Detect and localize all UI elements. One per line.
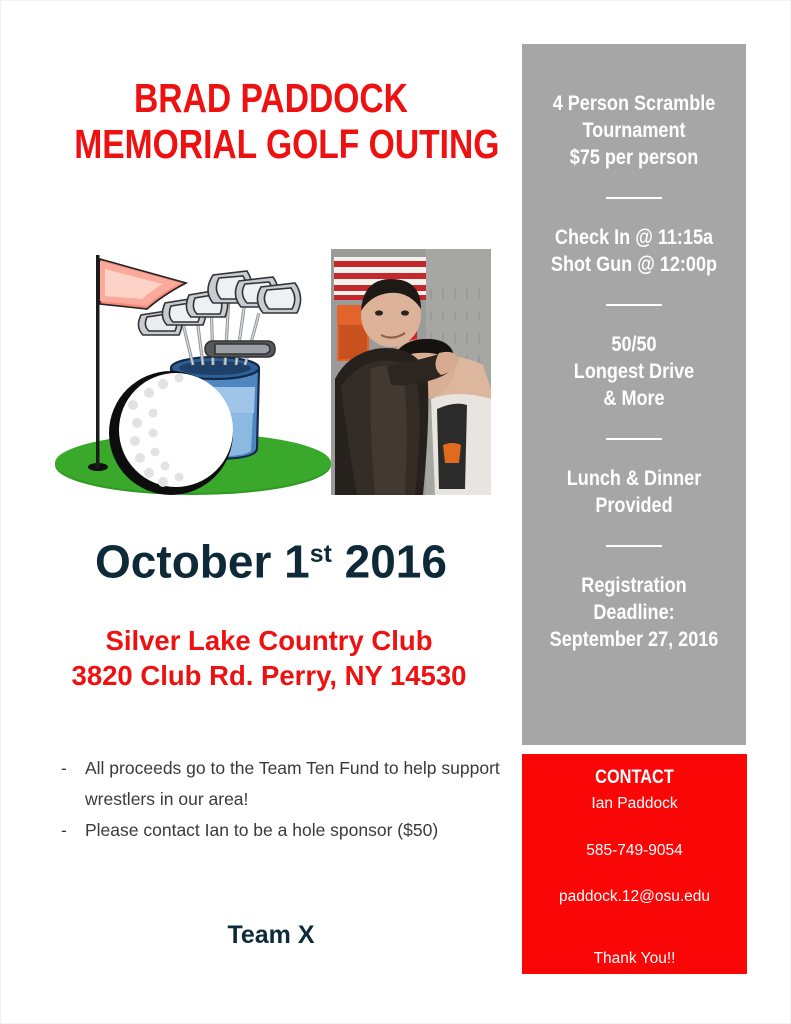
list-item [61,753,521,815]
contact-phone[interactable]: 585-749-9054 [586,842,683,859]
golf-clipart [43,237,333,497]
bullet-dash-icon: - [61,758,67,778]
event-date [31,529,511,587]
team-label: Team X [227,921,315,949]
contact-box [522,754,747,974]
bullet-text: Please contact Ian to be a hole sponsor ($50) [85,820,439,840]
sidebar-line: Provided [595,494,673,517]
date-month-day: October 1 [95,535,310,588]
proceeds-notes [61,753,521,846]
date-ordinal: st [309,541,332,568]
sidebar-line: Shot Gun @ 12:00p [550,253,718,276]
sidebar-line: 50/50 [611,333,657,356]
venue-address [21,623,517,693]
title-line-1: BRAD PADDOCK [134,75,408,121]
sidebar-divider [606,197,662,199]
contact-name: Ian Paddock [591,795,678,812]
title-line-2: MEMORIAL GOLF OUTING [74,121,500,167]
venue-name: Silver Lake Country Club [105,625,433,656]
sidebar-group-contests [522,331,746,412]
contact-heading: CONTACT [595,767,674,788]
sidebar-line: Deadline: [593,601,675,624]
venue-street: 3820 Club Rd. Perry, NY 14530 [71,660,467,691]
sidebar-line: Lunch & Dinner [566,467,702,490]
sidebar-group-registration [522,572,746,653]
sidebar-line: Check In @ 11:15a [554,226,714,249]
wrestling-photo [331,249,491,495]
flyer-title [31,75,511,167]
sidebar-divider [606,304,662,306]
sidebar-line: 4 Person Scramble [552,92,716,115]
contact-email[interactable]: paddock.12@osu.edu [558,888,711,905]
sidebar-group-meals [522,465,746,519]
contact-thanks: Thank You!! [593,950,676,967]
sidebar-divider [606,438,662,440]
list-item [61,815,521,846]
sidebar-divider [606,545,662,547]
sidebar-line: Longest Drive [573,360,695,383]
sidebar-line: & More [603,387,665,410]
sidebar-line: Registration [581,574,687,597]
sidebar-group-schedule [522,224,746,278]
date-year: 2016 [331,535,447,588]
sidebar-line: September 27, 2016 [549,628,719,651]
sidebar-line: $75 per person [569,146,699,169]
sidebar-group-tournament [522,90,746,171]
sidebar-line: Tournament [582,119,686,142]
details-sidebar [522,44,746,745]
bullet-dash-icon: - [61,820,67,840]
bullet-text: All proceeds go to the Team Ten Fund to help support wrestlers in our area! [85,758,500,809]
